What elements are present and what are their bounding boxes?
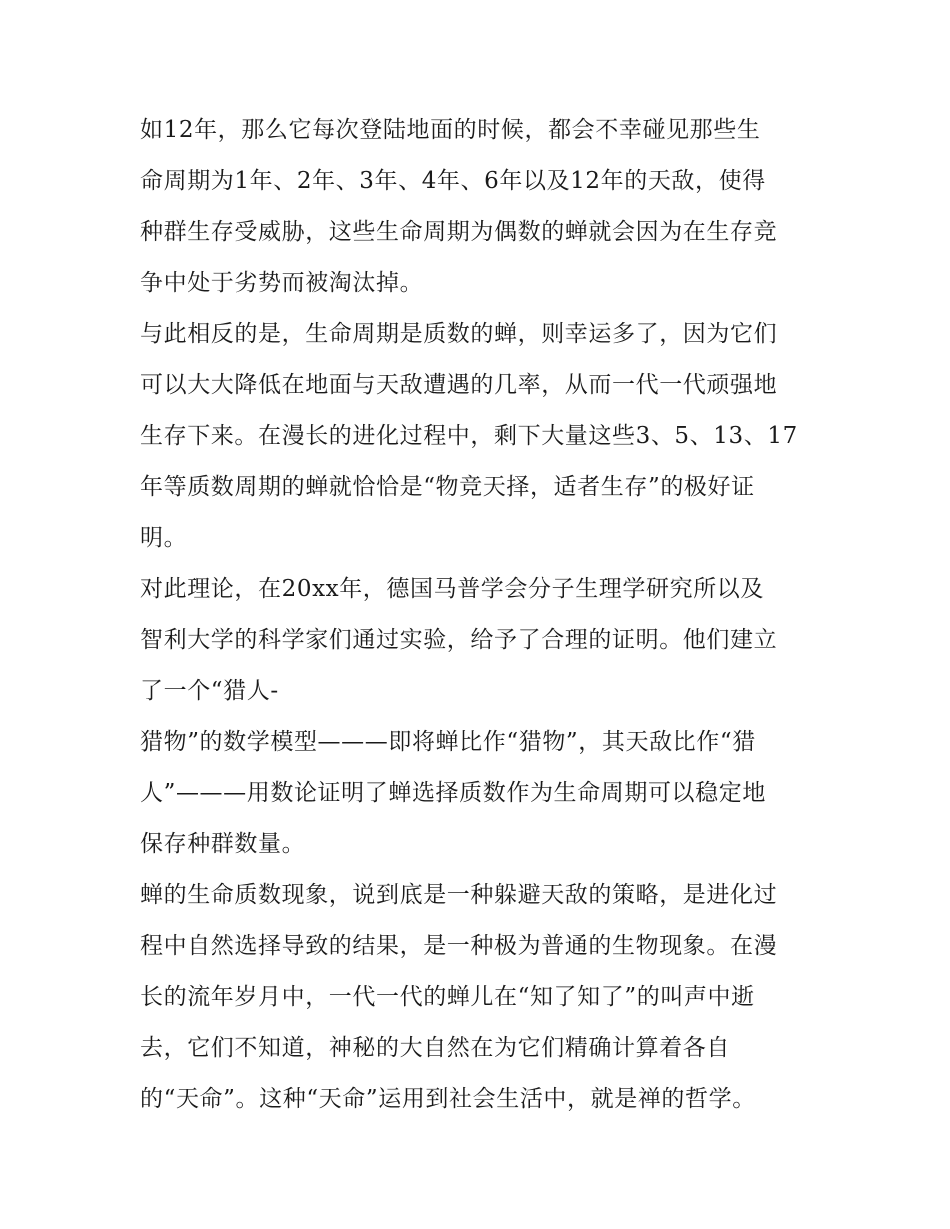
- text-line: 智利大学的科学家们通过实验，给予了合理的证明。他们建立: [140, 627, 778, 653]
- text-line: 人”———用数论证明了蝉选择质数作为生命周期可以稳定地: [140, 780, 766, 806]
- text-line: 明。: [140, 525, 188, 551]
- text-line: 了一个“猎人-: [140, 678, 279, 704]
- text-line: 种群生存受威胁，这些生命周期为偶数的蝉就会因为在生存竞: [140, 219, 778, 245]
- text-line: 争中处于劣势而被淘汰掉。: [140, 270, 424, 296]
- text-line: 如12年，那么它每次登陆地面的时候，都会不幸碰见那些生: [140, 117, 761, 143]
- text-line: 对此理论，在20xx年，德国马普学会分子生理学研究所以及: [140, 576, 765, 602]
- body-text: [140, 107, 830, 1127]
- text-line: 的“天命”。这种“天命”运用到社会生活中，就是禅的哲学。: [140, 1086, 756, 1112]
- text-line: 去，它们不知道，神秘的大自然在为它们精确计算着各自: [140, 1035, 730, 1061]
- text-line: 命周期为1年、2年、3年、4年、6年以及12年的天敌，使得: [140, 168, 766, 194]
- text-line: 年等质数周期的蝉就恰恰是“物竞天择，适者生存”的极好证: [140, 474, 755, 500]
- text-line: 长的流年岁月中，一代一代的蝉儿在“知了知了”的叫声中逝: [140, 984, 755, 1010]
- text-line: 与此相反的是，生命周期是质数的蝉，则幸运多了，因为它们: [140, 321, 778, 347]
- text-line: 猎物”的数学模型———即将蝉比作“猎物”，其天敌比作“猎: [140, 729, 756, 755]
- text-line: 蝉的生命质数现象，说到底是一种躲避天敌的策略，是进化过: [140, 882, 778, 908]
- text-line: 程中自然选择导致的结果，是一种极为普通的生物现象。在漫: [140, 933, 778, 959]
- text-line: 生存下来。在漫长的进化过程中，剩下大量这些3、5、13、17: [140, 423, 798, 449]
- text-line: 可以大大降低在地面与天敌遭遇的几率，从而一代一代顽强地: [140, 372, 778, 398]
- text-line: 保存种群数量。: [140, 831, 306, 857]
